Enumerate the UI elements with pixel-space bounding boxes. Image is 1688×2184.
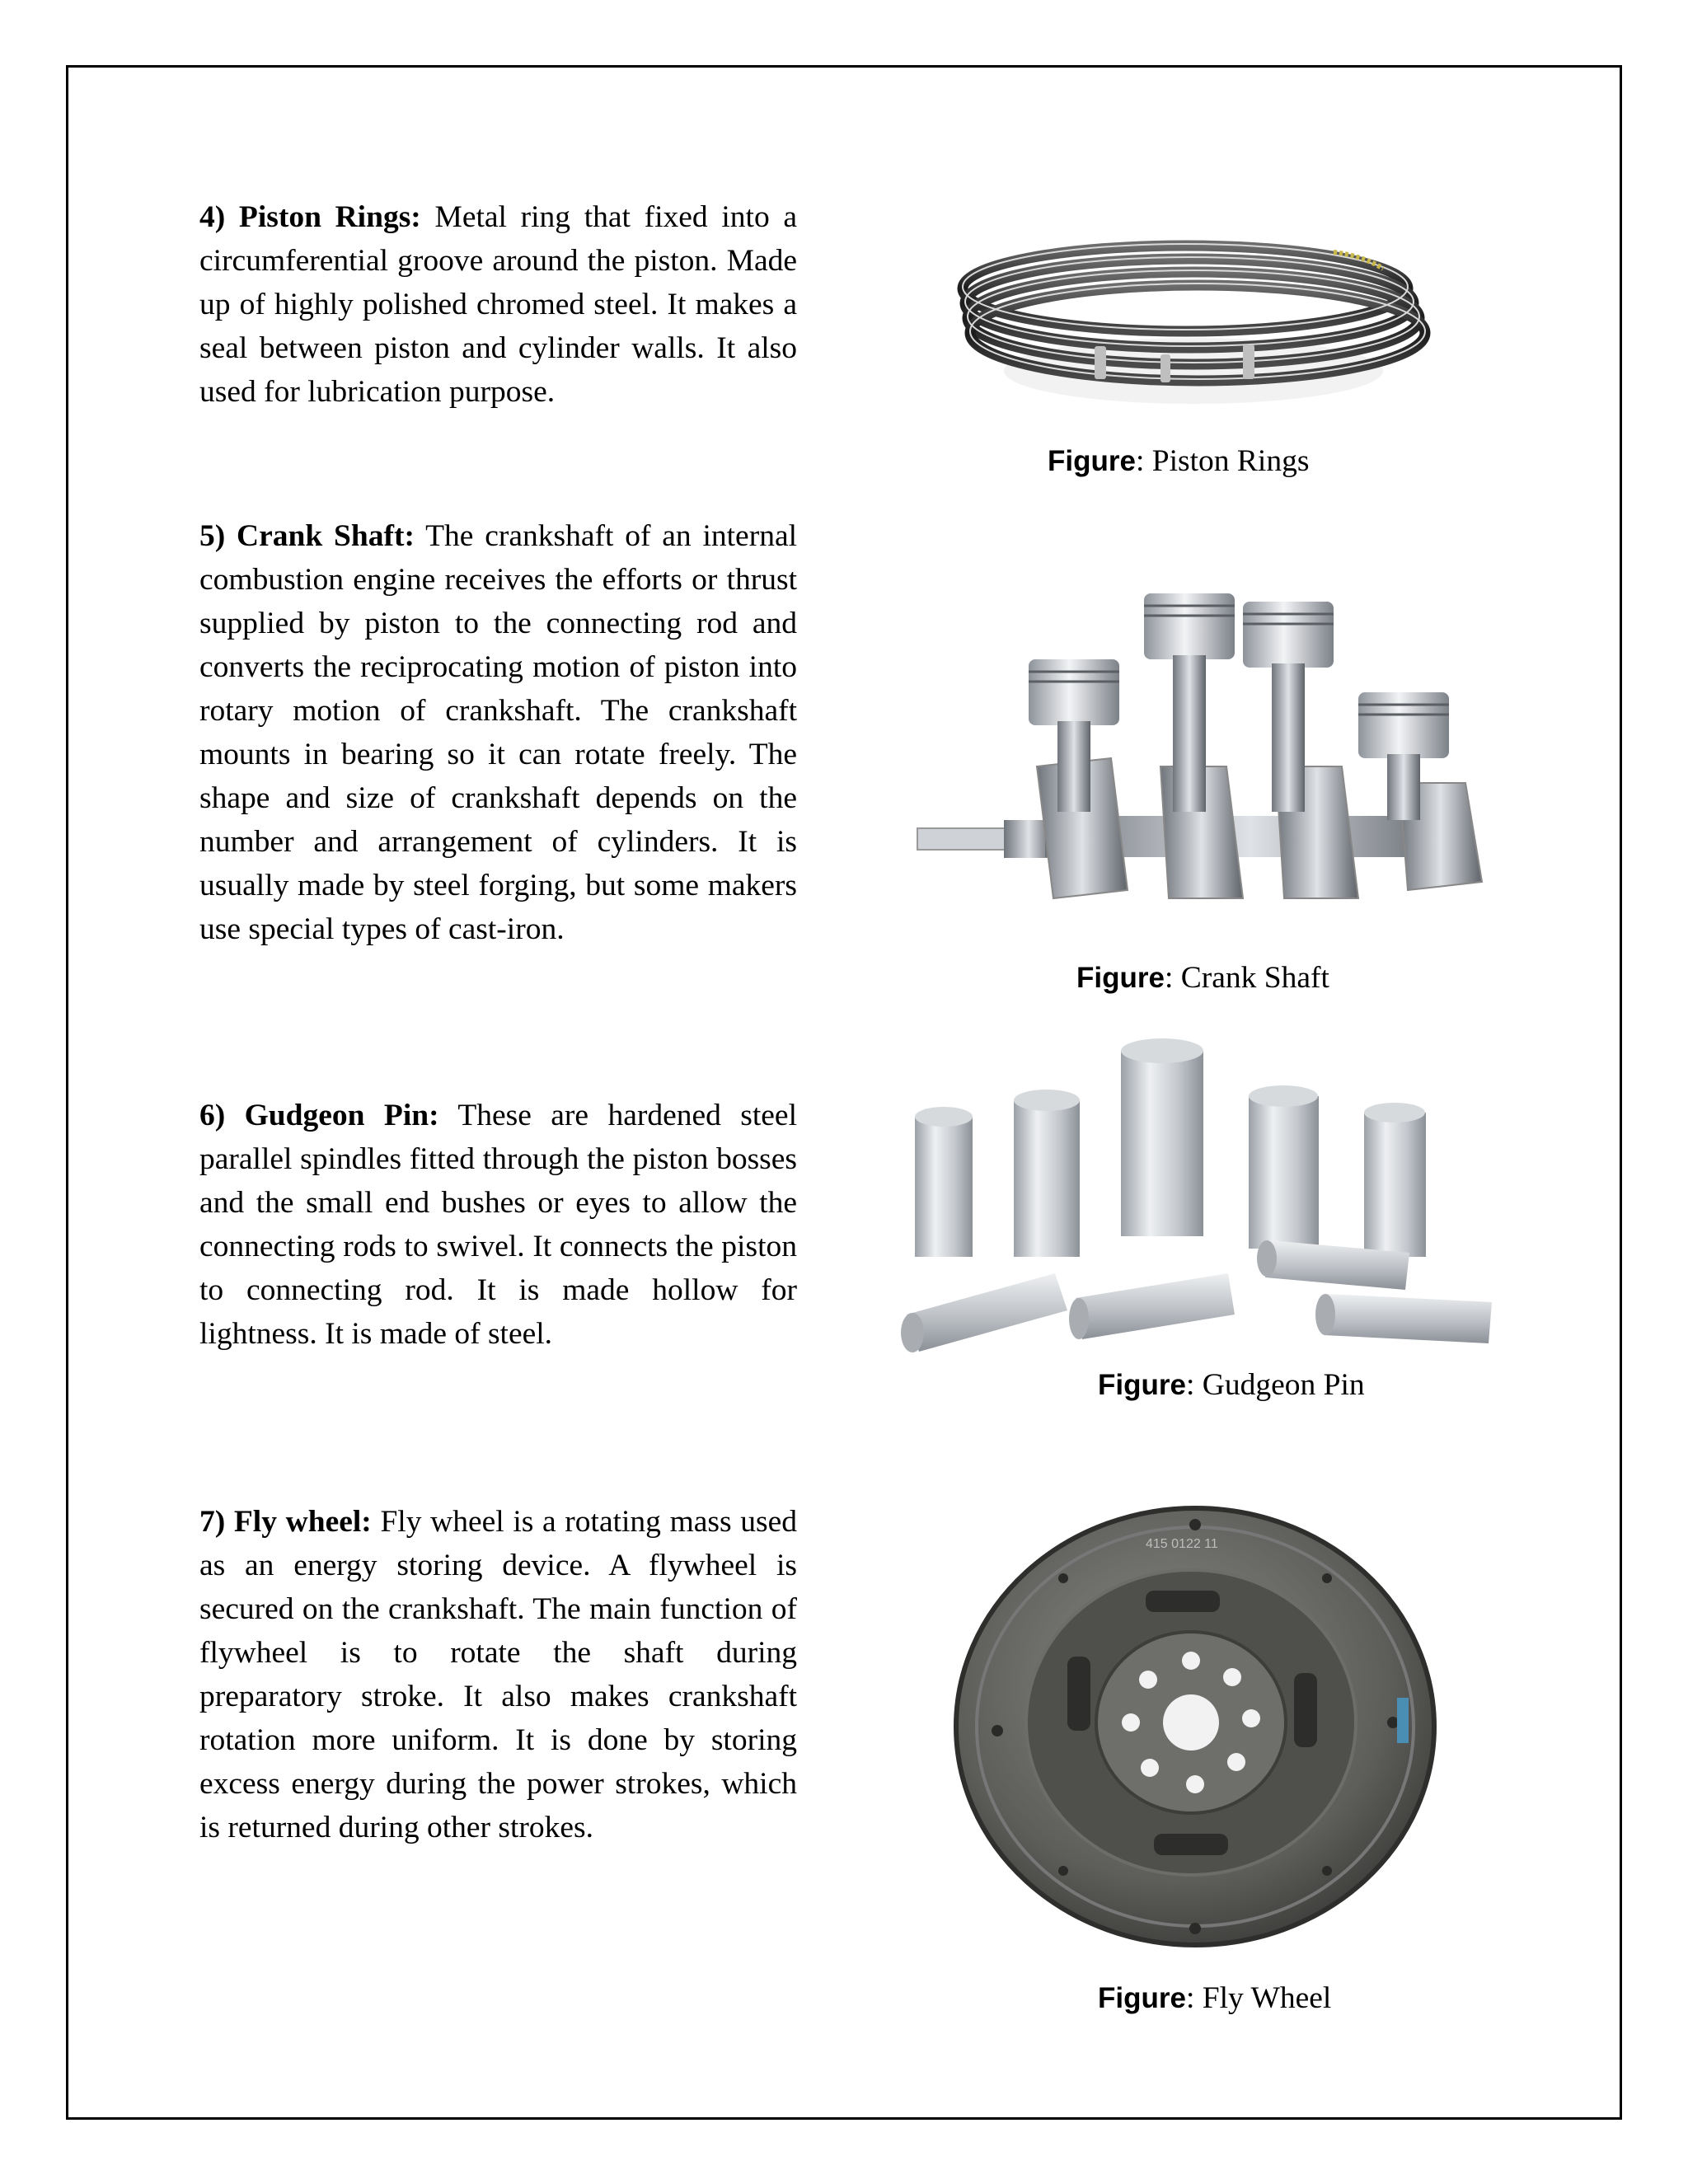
section-text: The crankshaft of an internal combustion engine receives the efforts or thrust supplied by piston to the connecting rod and converts the reciprocating motion of piston into rotary motion of crankshaft. The crankshaft mounts in bearing so it can rotate freely. The shape and size of crankshaft depends on the number and arrangement of cylinders. It is usually made by steel forging, but some makers use special types of cast-iron.: [199, 519, 798, 946]
section-heading: 7) Fly wheel:: [199, 1505, 372, 1539]
caption-text: : Crank Shaft: [1164, 961, 1329, 995]
section-heading: 6) Gudgeon Pin:: [199, 1099, 439, 1132]
figure-caption-gudgeon-pin: [1098, 1367, 1365, 1403]
caption-label: Figure: [1098, 1369, 1186, 1401]
section-crank-shaft: [199, 514, 797, 951]
section-text: Fly wheel is a rotating mass used as an energy storing device. A flywheel is secured on the crankshaft. The main function of flywheel is to rotate the shaft during preparatory stroke. It also makes crankshaft rotation more uniform. It is done by storing excess energy during the power strokes, which is returned during other strokes.: [199, 1505, 797, 1844]
crank-shaft-photo: [913, 569, 1490, 931]
gudgeon-pin-photo: [898, 1034, 1492, 1389]
section-heading: 4) Piston Rings:: [199, 200, 421, 234]
caption-text: : Piston Rings: [1135, 444, 1310, 478]
figure-caption-piston-rings: [1048, 443, 1309, 479]
flywheel-stamp: 415 0122 11: [1146, 1537, 1218, 1551]
section-text: These are hardened steel parallel spindles fitted through the piston bosses and the small end bushes or eyes to allow the connecting rods to swivel. It connects the piston to connecting rod. It is made hollow for lightness. It is made of steel.: [199, 1099, 797, 1351]
caption-label: Figure: [1048, 445, 1136, 477]
section-piston-rings: [199, 195, 797, 414]
fly-wheel-photo: [948, 1500, 1442, 1953]
section-gudgeon-pin: [199, 1094, 797, 1356]
section-text: Metal ring that fixed into a circumferential groove around the piston. Made up of highly polished chromed steel. It makes a seal between piston and cylinder walls. It also used for lubrication purpose.: [199, 200, 798, 409]
caption-text: : Gudgeon Pin: [1185, 1368, 1365, 1402]
caption-text: : Fly Wheel: [1185, 1981, 1332, 2015]
figure-caption-fly-wheel: [1098, 1980, 1331, 2016]
section-fly-wheel: [199, 1500, 797, 1849]
piston-rings-photo: [946, 223, 1449, 445]
caption-label: Figure: [1076, 962, 1165, 994]
caption-label: Figure: [1098, 1982, 1186, 2014]
section-heading: 5) Crank Shaft:: [199, 519, 415, 553]
figure-caption-crank-shaft: [1076, 960, 1329, 996]
